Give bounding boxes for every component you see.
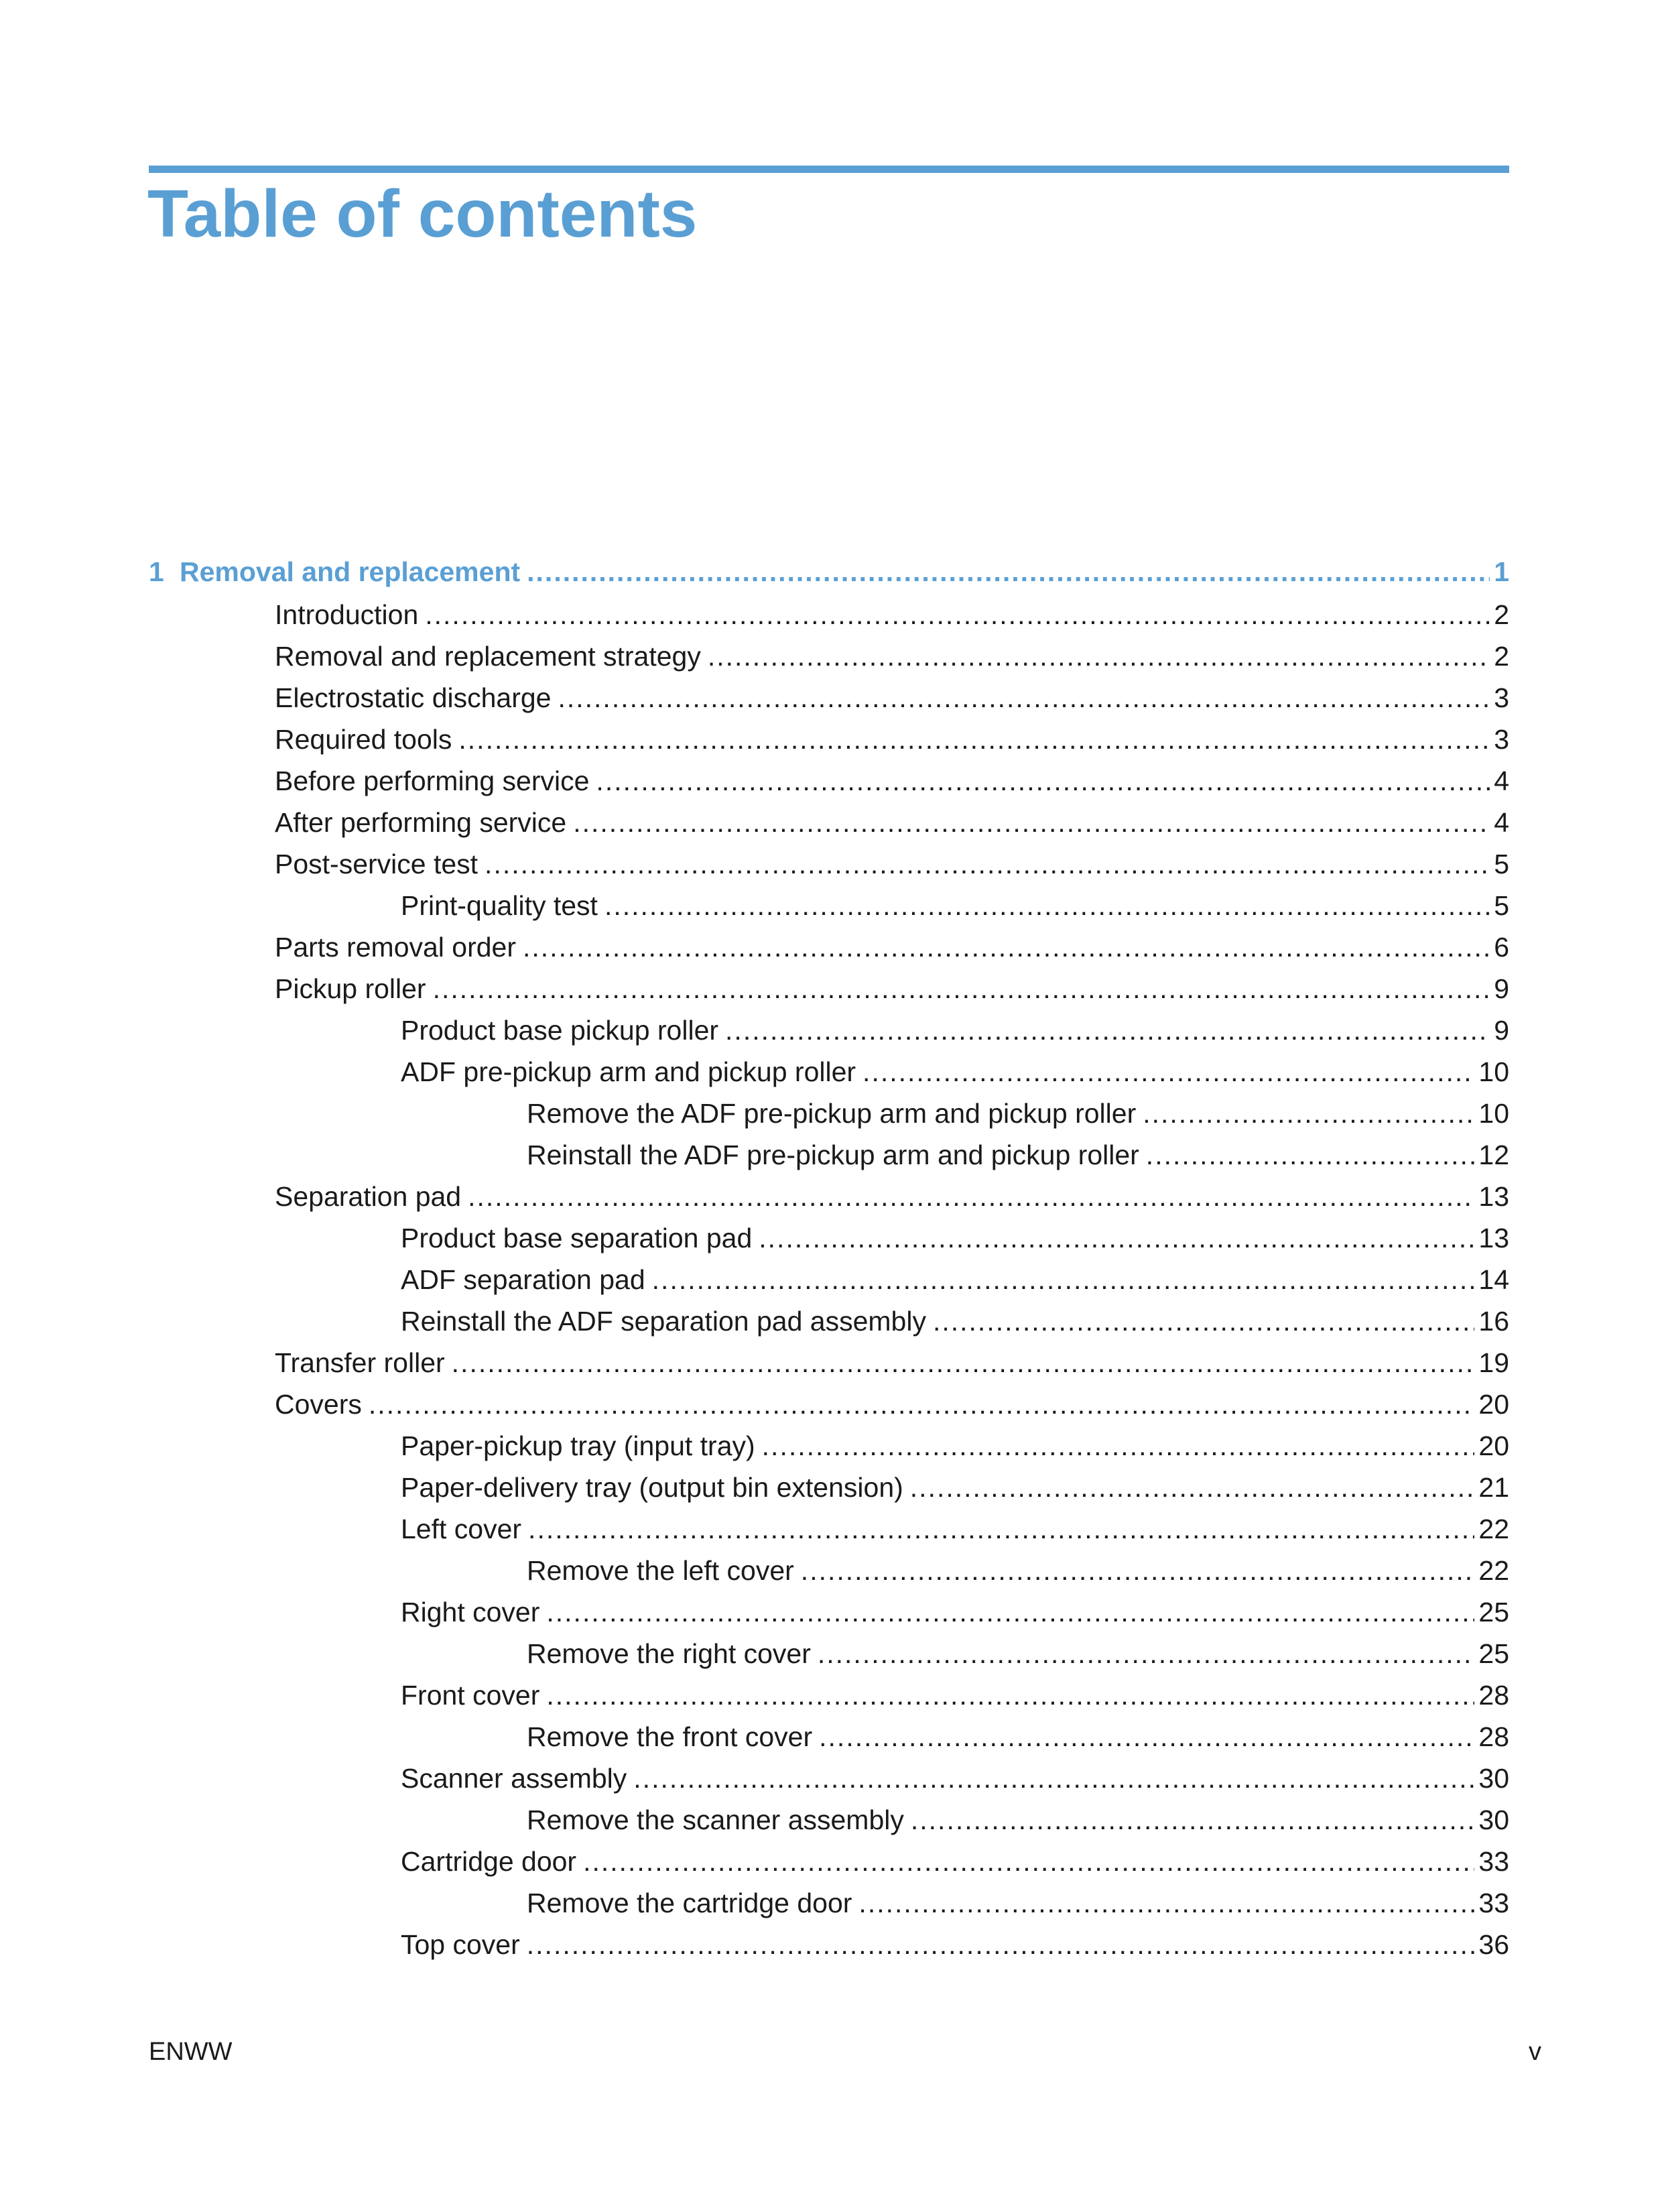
toc-leader-dots (910, 1467, 1475, 1508)
toc-entry-title: Remove the cartridge door (527, 1888, 852, 1918)
toc-entry-page: 16 (1478, 1306, 1509, 1337)
toc-entry-title: Reinstall the ADF separation pad assembly (401, 1306, 926, 1337)
toc-entry[interactable] (149, 1841, 1509, 1882)
toc-entry[interactable] (149, 968, 1509, 1009)
toc-entry-page: 20 (1478, 1430, 1509, 1461)
toc-entry[interactable] (149, 1633, 1509, 1674)
toc-entry-title: Before performing service (275, 765, 590, 796)
toc-entry-title: Remove the left cover (527, 1555, 794, 1586)
toc-entry-page: 25 (1478, 1638, 1509, 1669)
toc-leader-dots (708, 635, 1490, 677)
toc-leader-dots (1143, 1093, 1474, 1134)
toc-leader-dots (523, 926, 1490, 968)
toc-entry[interactable] (149, 1508, 1509, 1550)
toc-leader-dots (911, 1799, 1475, 1841)
toc-entry-page: 28 (1478, 1721, 1509, 1752)
toc-entry-page: 3 (1494, 724, 1509, 755)
toc-entry[interactable] (149, 1176, 1509, 1217)
toc-entry[interactable] (149, 1425, 1509, 1467)
toc-entry-page: 2 (1494, 641, 1509, 672)
toc-entry-page: 3 (1494, 682, 1509, 713)
toc-entry-page: 12 (1478, 1140, 1509, 1170)
toc-entry-title: Product base pickup roller (401, 1015, 719, 1046)
toc-entry-page: 36 (1478, 1929, 1509, 1960)
toc-entry-page: 22 (1478, 1514, 1509, 1544)
toc-leader-dots (573, 802, 1490, 843)
toc-entry-page: 13 (1478, 1181, 1509, 1212)
footer-page-number: v (1529, 2038, 1541, 2066)
toc-leader-dots (369, 1384, 1475, 1425)
toc-leader-dots (527, 1924, 1475, 1965)
toc-entry-title: Separation pad (275, 1181, 462, 1212)
toc-leader-dots (425, 594, 1490, 635)
toc-entry-page: 25 (1478, 1597, 1509, 1627)
toc-entry-title: Front cover (401, 1680, 540, 1711)
toc-entry-title: Removal and replacement strategy (275, 641, 701, 672)
toc-entry[interactable] (149, 885, 1509, 926)
toc-entry-title: After performing service (275, 807, 567, 838)
toc-entry-title: Remove the right cover (527, 1638, 811, 1669)
toc-leader-dots (546, 1674, 1474, 1716)
toc-entry[interactable] (149, 760, 1509, 802)
toc-entry[interactable] (149, 594, 1509, 635)
toc-entry[interactable] (149, 1009, 1509, 1051)
toc-entry-page: 2 (1494, 599, 1509, 630)
toc-entry-title: ADF separation pad (401, 1264, 645, 1295)
toc-entry-title: Transfer roller (275, 1347, 445, 1378)
toc-leader-dots (458, 719, 1490, 760)
toc-leader-dots (485, 843, 1490, 885)
page-title: Table of contents (147, 176, 698, 251)
toc-entry[interactable] (149, 843, 1509, 885)
toc-entry[interactable] (149, 1674, 1509, 1716)
toc-entry-page: 9 (1494, 973, 1509, 1004)
toc-entry[interactable] (149, 677, 1509, 719)
toc-entry-page: 9 (1494, 1015, 1509, 1046)
toc-leader-dots (604, 885, 1490, 926)
toc-entry[interactable] (149, 1550, 1509, 1591)
toc-entry[interactable] (149, 1342, 1509, 1384)
toc-entry[interactable] (149, 1882, 1509, 1924)
toc-entry-title: Covers (275, 1389, 362, 1420)
footer-left: ENWW (149, 2038, 233, 2066)
toc-leader-dots (1146, 1134, 1475, 1176)
toc-entry-page: 4 (1494, 765, 1509, 796)
toc-entry-list (149, 594, 1509, 1965)
toc-chapter-title (149, 550, 527, 594)
toc-leader-dots (759, 1217, 1474, 1259)
toc-entry-title: Parts removal order (275, 932, 517, 963)
toc-leader-dots (452, 1342, 1475, 1384)
toc-entry[interactable] (149, 635, 1509, 677)
toc-entry[interactable] (149, 1924, 1509, 1965)
toc-leader-dots (858, 1882, 1474, 1924)
toc-entry-title: Remove the front cover (527, 1721, 813, 1752)
toc-leader-dots (468, 1176, 1474, 1217)
toc-entry[interactable] (149, 1217, 1509, 1259)
toc-entry-title: Pickup roller (275, 973, 426, 1004)
toc-entry-title: Post-service test (275, 849, 478, 879)
toc-entry-page: 13 (1478, 1223, 1509, 1253)
toc-leader-dots (433, 968, 1490, 1009)
toc-entry[interactable] (149, 1467, 1509, 1508)
toc-entry-page: 10 (1478, 1056, 1509, 1087)
toc-entry-title: Scanner assembly (401, 1763, 627, 1794)
toc-entry-page: 5 (1494, 849, 1509, 879)
toc-leader-dots (633, 1758, 1474, 1799)
toc-leader-dots (862, 1051, 1474, 1093)
toc-entry-title: ADF pre-pickup arm and pickup roller (401, 1056, 856, 1087)
toc-entry-page: 20 (1478, 1389, 1509, 1420)
toc-entry-title: Top cover (401, 1929, 520, 1960)
toc-entry-page: 21 (1478, 1472, 1509, 1503)
toc-leader-dots (801, 1550, 1475, 1591)
toc-entry-page: 14 (1478, 1264, 1509, 1295)
toc-leader-dots (558, 677, 1490, 719)
toc-leader-dots (818, 1633, 1475, 1674)
toc-leader-dots (583, 1841, 1474, 1882)
table-of-contents (149, 550, 1509, 1965)
toc-entry[interactable] (149, 1591, 1509, 1633)
toc-leader-dots (527, 550, 1490, 594)
toc-leader-dots (546, 1591, 1474, 1633)
toc-leader-dots (528, 1508, 1474, 1550)
toc-entry[interactable] (149, 719, 1509, 760)
toc-entry[interactable] (149, 1300, 1509, 1342)
toc-entry-page: 10 (1478, 1098, 1509, 1129)
toc-chapter-page: 1 (1494, 556, 1509, 587)
toc-entry-title: Right cover (401, 1597, 540, 1627)
toc-leader-dots (596, 760, 1490, 802)
toc-entry-title: Paper-pickup tray (input tray) (401, 1430, 755, 1461)
toc-entry-title: Print-quality test (401, 890, 598, 921)
toc-entry[interactable] (149, 1051, 1509, 1093)
toc-entry-title: Product base separation pad (401, 1223, 753, 1253)
toc-entry[interactable] (149, 1716, 1509, 1758)
toc-entry-title: Left cover (401, 1514, 522, 1544)
toc-chapter-entry[interactable] (149, 550, 1509, 594)
toc-entry[interactable] (149, 802, 1509, 843)
toc-entry[interactable] (149, 926, 1509, 968)
toc-chapter-label: Removal and replacement (180, 556, 521, 587)
toc-entry-page: 30 (1478, 1804, 1509, 1835)
toc-entry-title: Electrostatic discharge (275, 682, 552, 713)
toc-leader-dots (725, 1009, 1490, 1051)
toc-entry-page: 22 (1478, 1555, 1509, 1586)
toc-entry[interactable] (149, 1384, 1509, 1425)
toc-entry-page: 19 (1478, 1347, 1509, 1378)
toc-entry-title: Required tools (275, 724, 452, 755)
toc-entry-title: Introduction (275, 599, 419, 630)
toc-entry-page: 6 (1494, 932, 1509, 963)
toc-entry-title: Remove the ADF pre-pickup arm and pickup roller (527, 1098, 1137, 1129)
toc-leader-dots (762, 1425, 1475, 1467)
toc-entry-page: 4 (1494, 807, 1509, 838)
toc-chapter-number: 1 (149, 556, 164, 587)
toc-leader-dots (819, 1716, 1474, 1758)
toc-leader-dots (933, 1300, 1474, 1342)
toc-entry[interactable] (149, 1799, 1509, 1841)
toc-entry-title: Paper-delivery tray (output bin extension) (401, 1472, 903, 1503)
toc-entry-page: 30 (1478, 1763, 1509, 1794)
toc-entry-page: 5 (1494, 890, 1509, 921)
toc-entry-title: Cartridge door (401, 1846, 577, 1877)
toc-entry-page: 33 (1478, 1888, 1509, 1918)
toc-entry-page: 28 (1478, 1680, 1509, 1711)
toc-entry[interactable] (149, 1259, 1509, 1300)
title-rule (149, 166, 1509, 173)
toc-entry-title: Remove the scanner assembly (527, 1804, 904, 1835)
toc-entry-page: 33 (1478, 1846, 1509, 1877)
toc-entry[interactable] (149, 1758, 1509, 1799)
toc-entry[interactable] (149, 1134, 1509, 1176)
toc-entry[interactable] (149, 1093, 1509, 1134)
toc-entry-title: Reinstall the ADF pre-pickup arm and pickup roller (527, 1140, 1139, 1170)
toc-leader-dots (652, 1259, 1475, 1300)
